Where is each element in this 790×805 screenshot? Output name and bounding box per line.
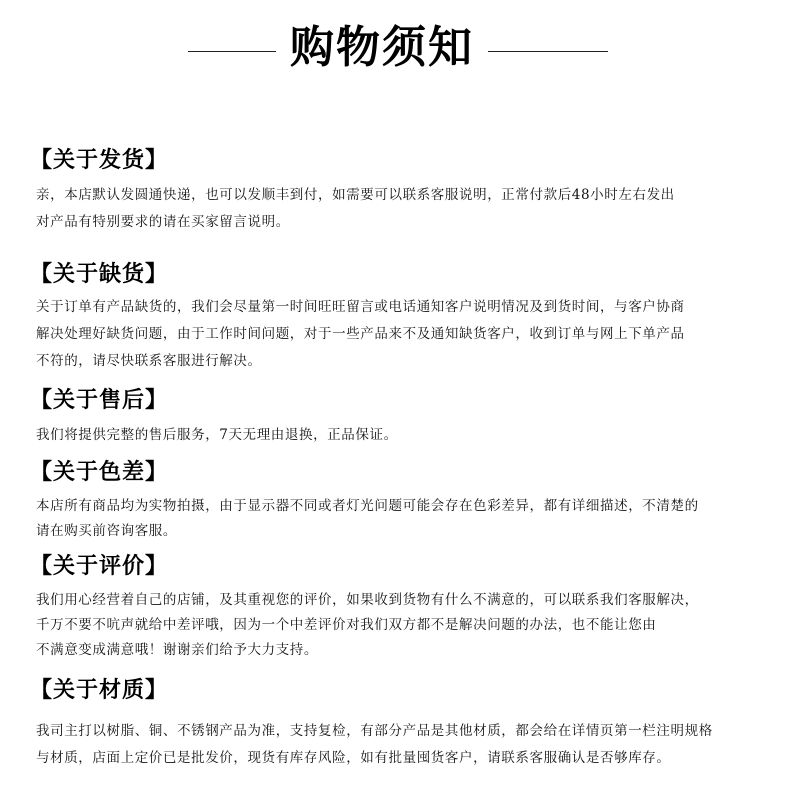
page-header xyxy=(0,18,790,78)
section-shipping xyxy=(30,146,780,236)
body-line: 与材质，店面上定价已是批发价，现货有库存风险，如有批量囤货客户，请联系客服确认是否够库存。 xyxy=(36,750,671,766)
section-heading-reviews: 【关于评价】 xyxy=(30,553,169,579)
section-body-shipping xyxy=(30,182,780,236)
section-heading-out-of-stock: 【关于缺货】 xyxy=(30,261,169,287)
body-line: 我们将提供完整的售后服务，7天无理由退换，正品保证。 xyxy=(36,427,398,443)
title-divider-right xyxy=(488,51,608,52)
body-line: 对产品有特别要求的请在买家留言说明。 xyxy=(36,214,290,230)
body-line: 我司主打以树脂、铜、不锈钢产品为准，支持复检，有部分产品是其他材质，都会给在详情页第一栏注明规格 xyxy=(36,723,713,739)
body-line: 请在购买前咨询客服。 xyxy=(36,523,177,539)
section-color-difference xyxy=(30,458,780,544)
body-line: 关于订单有产品缺货的，我们会尽量第一时间旺旺留言或电话通知客户说明情况及到货时间，与客户协商 xyxy=(36,299,685,315)
body-line: 不满意变成满意哦！谢谢亲们给予大力支持。 xyxy=(36,642,318,658)
section-body-color-difference xyxy=(30,494,780,544)
body-line: 千万不要不吭声就给中差评哦，因为一个中差评价对我们双方都不是解决问题的办法，也不能让您由 xyxy=(36,617,657,633)
section-reviews xyxy=(30,552,780,663)
section-heading-after-sales: 【关于售后】 xyxy=(30,387,169,413)
section-body-after-sales xyxy=(30,422,780,449)
title-divider-left xyxy=(188,51,276,52)
section-heading-color-difference: 【关于色差】 xyxy=(30,459,169,485)
section-body-out-of-stock xyxy=(30,294,780,375)
body-line: 不符的，请尽快联系客服进行解决。 xyxy=(36,353,262,369)
section-heading-shipping: 【关于发货】 xyxy=(30,147,169,173)
section-out-of-stock xyxy=(30,260,780,375)
section-body-reviews xyxy=(30,588,780,663)
page-title: 购物须知 xyxy=(290,22,474,73)
section-after-sales xyxy=(30,386,780,449)
section-body-material xyxy=(30,718,780,772)
body-line: 解决处理好缺货问题，由于工作时间问题，对于一些产品来不及通知缺货客户，收到订单与网上下单产品 xyxy=(36,326,685,342)
body-line: 我们用心经营着自己的店铺，及其重视您的评价，如果收到货物有什么不满意的，可以联系我们客服解决， xyxy=(36,592,699,608)
body-line: 亲，本店默认发圆通快递，也可以发顺丰到付，如需要可以联系客服说明，正常付款后48小时左右发出 xyxy=(36,187,675,203)
section-material xyxy=(30,676,780,772)
body-line: 本店所有商品均为实物拍摄，由于显示器不同或者灯光问题可能会存在色彩差异，都有详细描述，不清楚的 xyxy=(36,498,699,514)
section-heading-material: 【关于材质】 xyxy=(30,677,169,703)
